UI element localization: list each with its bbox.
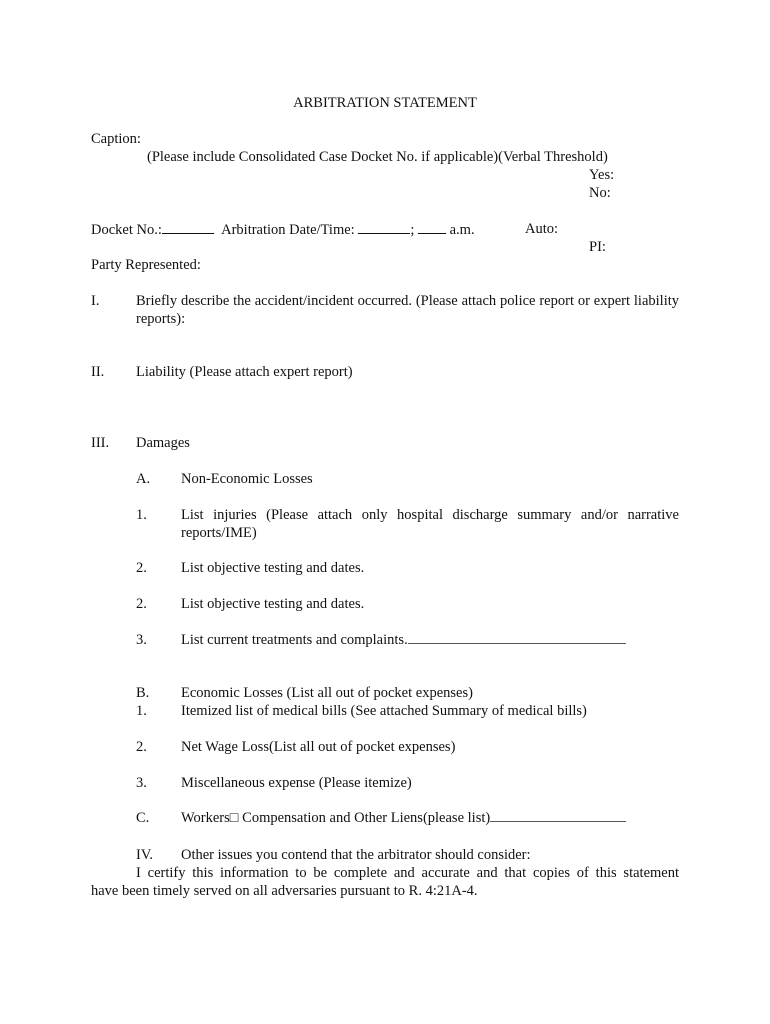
non-economic-item-text: List objective testing and dates. xyxy=(181,560,365,576)
docket-line xyxy=(91,220,475,239)
economic-item-number: 3. xyxy=(136,775,147,791)
docket-number-field[interactable] xyxy=(162,220,214,234)
arbitration-date-field[interactable] xyxy=(358,220,410,234)
section-2-number: II. xyxy=(91,364,105,380)
section-1-number: I. xyxy=(91,293,100,309)
workers-letter: C. xyxy=(136,810,150,826)
caption-label: Caption: xyxy=(91,131,141,147)
non-economic-item-number: 2. xyxy=(136,560,147,576)
verbal-threshold-no: No: xyxy=(589,185,611,201)
economic-item-number: 1. xyxy=(136,703,147,719)
non-economic-heading: Non-Economic Losses xyxy=(181,471,313,487)
economic-item-text: Net Wage Loss(List all out of pocket expenses) xyxy=(181,739,456,755)
economic-heading: Economic Losses (List all out of pocket expenses) xyxy=(181,685,473,701)
non-economic-item-row xyxy=(181,631,626,649)
arbitration-date-label: Arbitration Date/Time: xyxy=(221,222,355,238)
workers-row xyxy=(181,809,626,827)
current-treatments-field[interactable] xyxy=(408,631,626,644)
document-title: ARBITRATION STATEMENT xyxy=(293,95,477,111)
economic-item-number: 2. xyxy=(136,739,147,755)
section-2-text: Liability (Please attach expert report) xyxy=(136,364,353,380)
verbal-threshold-yes: Yes: xyxy=(589,167,615,183)
liens-field[interactable] xyxy=(490,809,626,822)
non-economic-item-text: List injuries (Please attach only hospital discharge summary and/or narrative reports/IME) xyxy=(181,507,679,541)
non-economic-item-number: 3. xyxy=(136,632,147,648)
certification-line-1: I certify this information to be complete and accurate and that copies of this statement xyxy=(136,865,679,881)
non-economic-item-text: List current treatments and complaints. xyxy=(181,632,408,648)
auto-label: Auto: xyxy=(525,221,559,237)
docket-label: Docket No.: xyxy=(91,222,162,238)
non-economic-item-number: 1. xyxy=(136,507,147,523)
workers-text: Workers□ Compensation and Other Liens(please list) xyxy=(181,810,491,826)
non-economic-item-number: 2. xyxy=(136,596,147,612)
economic-item-text: Miscellaneous expense (Please itemize) xyxy=(181,775,412,791)
section-1-text: Briefly describe the accident/incident occurred. (Please attach police report or expert liability reports): xyxy=(136,293,679,327)
section-4-text: Other issues you contend that the arbitrator should consider: xyxy=(181,847,531,863)
party-represented-label: Party Represented: xyxy=(91,257,201,273)
arbitration-time-field[interactable] xyxy=(418,220,446,234)
pi-label: PI: xyxy=(589,239,606,255)
date-time-separator: ; xyxy=(410,222,415,238)
economic-letter: B. xyxy=(136,685,150,701)
section-4-number: IV. xyxy=(136,847,154,863)
section-3-text: Damages xyxy=(136,435,190,451)
caption-instruction: (Please include Consolidated Case Docket No. if applicable)(Verbal Threshold) xyxy=(147,149,608,165)
section-3-number: III. xyxy=(91,435,110,451)
ampm-label: a.m. xyxy=(449,222,475,238)
non-economic-letter: A. xyxy=(136,471,151,487)
non-economic-item-text: List objective testing and dates. xyxy=(181,596,365,612)
economic-item-text: Itemized list of medical bills (See attached Summary of medical bills) xyxy=(181,703,587,719)
certification-line-2: have been timely served on all adversaries pursuant to R. 4:21A-4. xyxy=(91,883,478,899)
